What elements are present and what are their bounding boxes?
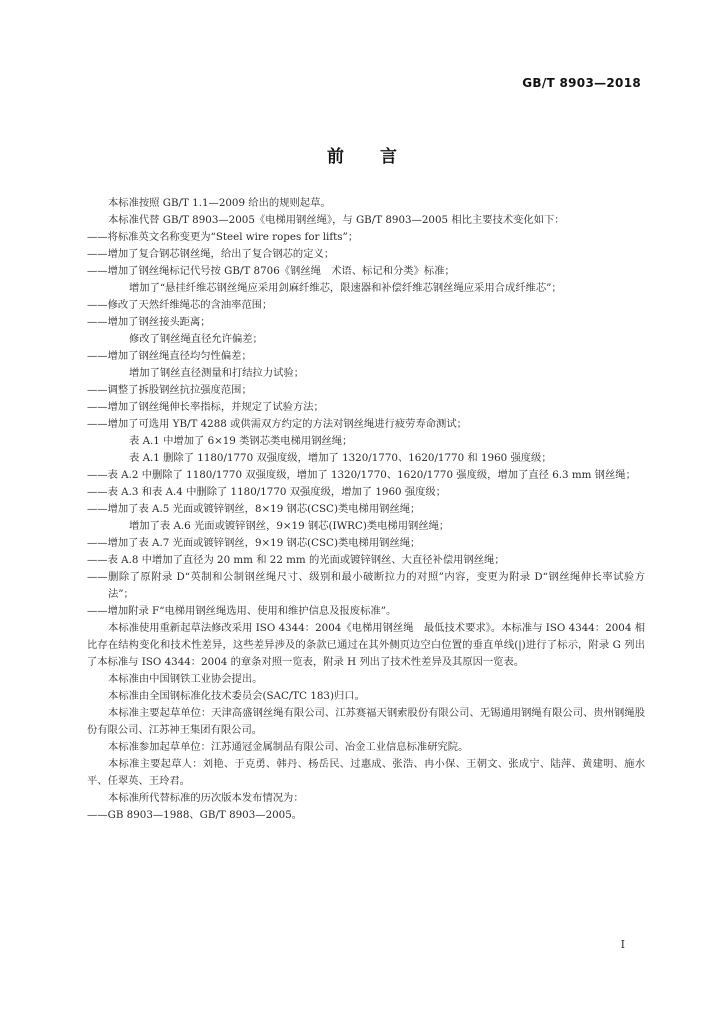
paragraph: 本标准由全国钢标准化技术委员会(SAC/TC 183)归口。 <box>108 690 365 702</box>
paragraph: 本标准主要起草单位：天津高盛钢丝绳有限公司、江苏赛福天钢索股份有限公司、无锡通用钢绳有限公司、贵州钢绳股份有限公司、江苏神王集团有限公司。 <box>87 707 645 736</box>
sub-list-item: 表 A.1 中增加了 6×19 类钢芯类电梯用钢丝绳； <box>129 435 353 447</box>
paragraph: 本标准由中国钢铁工业协会提出。 <box>108 673 263 685</box>
paragraph: 本标准使用重新起草法修改采用 ISO 4344：2004《电梯用钢丝绳 最低技术要求》。本标准与 ISO 4344：2004 相比存在结构变化和技术性差异，这些差异涉及的条款已通过在其外侧页边空白位置的垂直单线(|)进行了标示，附录 G 列出了本标准与 ISO 4344：2004 的章条对照一览表，附录 H 列出了技术性差异及其原因一览表。 <box>87 622 645 668</box>
list-item: ——删除了原附录 D“英制和公制钢丝绳尺寸、级别和最小破断拉力的对照”内容，变更为附录 D“钢丝绳伸长率试验方法”； <box>87 571 645 600</box>
list-item: ——GB 8903—1988、GB/T 8903—2005。 <box>87 809 303 821</box>
list-item: ——修改了天然纤维绳芯的含油率范围； <box>87 299 273 311</box>
list-item: ——表 A.8 中增加了直径为 20 mm 和 22 mm 的光面或镀锌钢丝、大直径补偿用钢丝绳； <box>87 554 505 566</box>
paragraph: 本标准代替 GB/T 8903—2005《电梯用钢丝绳》，与 GB/T 8903—2005 相比主要技术变化如下： <box>108 214 565 226</box>
list-item: ——表 A.3 和表 A.4 中删除了 1180/1770 双强度级，增加了 1960 强度级； <box>87 486 447 498</box>
list-item: ——将标准英文名称变更为“Steel wire ropes for lifts”； <box>87 231 359 243</box>
standard-number: GB/T 8903—2018 <box>522 76 641 90</box>
sub-list-item: 增加了表 A.6 光面或镀锌钢丝，9×19 钢芯(IWRC)类电梯用钢丝绳； <box>129 520 450 532</box>
paragraph: 本标准主要起草人：刘艳、于克勇、韩丹、杨岳民、过惠成、张浩、冉小保、王朝文、张成宁、陆萍、黄建明、施水平、任翠英、王玲君。 <box>87 758 645 787</box>
list-item: ——增加附录 F“电梯用钢丝绳选用、使用和维护信息及报废标准”。 <box>87 605 397 617</box>
list-item: ——增加了复合钢芯钢丝绳，给出了复合钢芯的定义； <box>87 248 335 260</box>
list-item: ——增加了钢丝接头距离； <box>87 316 211 328</box>
paragraph: 本标准按照 GB/T 1.1—2009 给出的规则起草。 <box>108 197 331 209</box>
paragraph: 本标准所代替标准的历次版本发布情况为： <box>108 792 304 804</box>
list-item: ——增加了表 A.5 光面或镀锌钢丝，8×19 钢芯(CSC)类电梯用钢丝绳； <box>87 503 421 515</box>
list-item: ——表 A.2 中删除了 1180/1770 双强度级，增加了 1320/1770、1620/1770 强度级，增加了直径 6.3 mm 钢丝绳； <box>87 469 636 481</box>
list-item: ——增加了钢丝绳伸长率指标，并规定了试验方法； <box>87 401 324 413</box>
list-item: ——增加了可选用 YB/T 4288 或供需双方约定的方法对钢丝绳进行疲劳寿命测试； <box>87 418 467 430</box>
sub-list-item: 表 A.1 删除了 1180/1770 双强度级，增加了 1320/1770、1620/1770 和 1960 强度级； <box>129 452 552 464</box>
page-title <box>0 142 724 167</box>
title-char-1: 前 <box>327 147 344 167</box>
sub-list-item: 增加了钢丝直径测量和打结拉力试验； <box>129 367 305 379</box>
list-item: ——调整了拆股钢丝抗拉强度范围； <box>87 384 252 396</box>
page-number: I <box>620 938 625 951</box>
list-item: ——增加了钢丝绳标记代号按 GB/T 8706《钢丝绳 术语、标记和分类》标准； <box>87 265 455 277</box>
foreword-body <box>87 195 645 824</box>
list-item: ——增加了钢丝绳直径均匀性偏差； <box>87 350 252 362</box>
title-char-2: 言 <box>380 147 397 167</box>
sub-list-item: 增加了“悬挂纤维芯钢丝绳应采用剑麻纤维芯，限速器和补偿纤维芯钢丝绳应采用合成纤维芯”； <box>129 282 562 294</box>
paragraph: 本标准参加起草单位：江苏通冠金属制品有限公司、冶金工业信息标准研究院。 <box>108 741 469 753</box>
list-item: ——增加了表 A.7 光面或镀锌钢丝，9×19 钢芯(CSC)类电梯用钢丝绳； <box>87 537 421 549</box>
sub-list-item: 修改了钢丝绳直径允许偏差； <box>129 333 263 345</box>
